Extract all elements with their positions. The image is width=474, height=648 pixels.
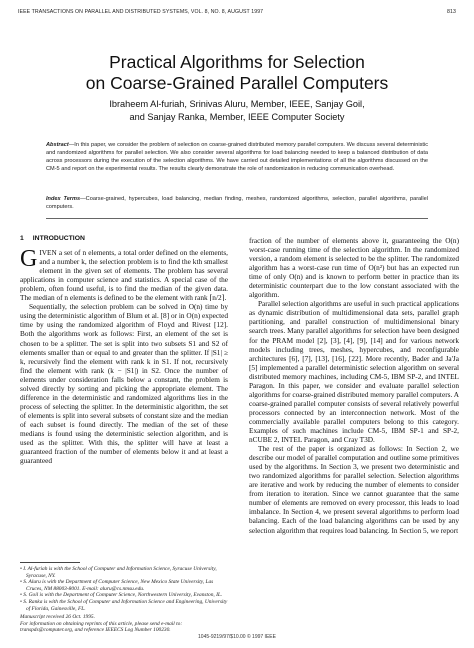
footnote-affiliation-1: • I. Al-furiah is with the School of Computer and Information Science, Syracuse University, Syracuse, NY. [20,566,217,579]
authors-line-2: and Sanjay Ranka, Member, IEEE Computer Society [129,111,345,122]
title-line-2: on Coarse-Grained Parallel Computers [85,73,389,93]
abstract [46,141,428,173]
journal-header: IEEE TRANSACTIONS ON PARALLEL AND DISTRIBUTED SYSTEMS, VOL. 8, NO. 8, AUGUST 1997 [18,9,264,15]
author-list [0,98,474,123]
drop-cap: G [20,246,38,273]
section-number: 1 [20,235,24,242]
footnote-affiliation-2: • S. Aluru is with the Department of Computer Science, New Mexico State University, Las Cruces, NM 88003-8001. E-mail: aluru@cs.nmsu.edu. [20,579,214,592]
section-title: INTRODUCTION [32,235,85,242]
page-number: 813 [447,9,456,15]
title-line-1: Practical Algorithms for Selection [109,52,365,72]
abstract-text: —In this paper, we consider the problem of selection on coarse-grained distributed memory parallel computers. We discuss several deterministic and randomized algorithms for parallel selection. We also consider several algorithms for load balancing needed to keep a balanced distribution of data across processors during the execution of the selection algorithms. We have carried out detailed implementations of all the algorithms discussed on the CM-5 and report on the experimental results. The results clearly demonstrate the role of randomization in reducing communication overhead. [46,142,428,173]
manuscript-note: Manuscript received 26 Oct. 1995. [20,614,95,621]
index-terms-text: —Coarse-grained, hypercubes, load balancing, median finding, meshes, randomized algorithms, selection, parallel algorithms, parallel computers. [46,196,429,211]
index-terms [46,195,428,211]
right-paragraph-3: The rest of the paper is organized as follows: In Section 2, we describe our model of parallel computation and outline some primitives used by the algorithms. In Section 3, we present two deterministic and two randomized algorithms for parallel selection. Selection algorithms are iterative and work by reducing the number of elements to consider from iteration to iteration. Since we cannot guarantee that the same number of elements are removed on every processor, this leads to load imbalance. In Section 4, we present several algorithms to perform load balancing. Each of the load balancing algorithms can be used by any selection algorithm that requires load balancing. In Section 5, we report [249,444,459,535]
intro-paragraph-1-text: IVEN a set of n elements, a total order defined on the elements, and a number k, the selection problem is to find the kth smallest element in the given set of elements. The problem has several applications in computer science and statistics. A special case of the problem, often found useful, is to find the median of the given data. The median of n elements is defined to be the element with rank ⌈n/2⌉. [20,248,228,303]
running-header [18,9,456,15]
footnote-rule [20,562,80,563]
authors-line-1: Ibraheem Al-furiah, Srinivas Aluru, Member, IEEE, Sanjay Goil, [109,99,365,109]
intro-paragraph-1 [20,248,228,302]
right-paragraph-2: Parallel selection algorithms are useful in such practical applications as dynamic distribution of multidimensional data sets, parallel graph partitioning, and parallel construction of multidimensional binary search trees. Many parallel algorithms for selection have been designed for the PRAM model [2], [3], [4], [9], [14] and for various network models including trees, meshes, hypercubes, and reconfigurable architectures [6], [7], [13], [16], [22]. More recently, Bader and Ja'Ja [5] implemented a parallel deterministic selection algorithm on several distributed memory machines, including CM-5, IBM SP-2, and INTEL Paragon. In this paper, we consider and evaluate parallel selection algorithms for coarse-grained distributed memory parallel computers. A coarse-grained parallel computer consists of several relatively powerful processors connected by an interconnection network. Most of the commercially available parallel computers belong to this category. Examples of such machines include CM-5, IBM SP-1 and SP-2, nCUBE 2, INTEL Paragon, and Cray T3D. [249,299,459,445]
paper-title [0,52,474,94]
reprints-note: For information on obtaining reprints of this article, please send e-mail to: transpds@computer.org, and reference IEEECS Log Number 100230. [20,620,183,634]
intro-paragraph-2: Sequentially, the selection problem can be solved in O(n) time by using the deterministic algorithm of Blum et al. [8] or in O(n) expected time by using the randomized algorithm of Floyd and Rivest [12]. Both the algorithms work as follows: First, an element of the set is chosen to be a splitter. The set is split into two subsets S1 and S2 of elements smaller than or equal to and greater than the splitter. If |S1| ≥ k, recursively find the element with rank k in S1. If not, recursively find the element with rank (k − |S1|) in S2. Once the number of elements under consideration falls below a constant, the problem is solved directly by sorting and picking the appropriate element. The difference in the deterministic and randomized algorithms lies in the process of selecting the splitter. In the deterministic algorithm, the set of elements is split into several subsets of constant size and the median of each subset is found directly. The median of the set of these medians is found using the deterministic selection algorithm, and is used as the splitter. With this, the splitter will have at least a guaranteed fraction of the number of elements below it and at least a guaranteed [20,302,228,466]
right-column [249,236,459,535]
index-terms-label: Index Terms [46,196,81,202]
copyright-footer: 1045-9219/97/$10.00 © 1997 IEEE [198,634,276,640]
footnote-affiliation-4: • S. Ranka is with the School of Computer and Information Science and Engineering, University of Florida, Gainesville, FL. [20,598,228,612]
footnote-affiliation-3: • S. Goil is with the Department of Computer Science, Northwestern University, Evanston, IL. [20,592,223,599]
abstract-label: Abstract [46,142,69,148]
abstract-divider [46,218,428,219]
left-column [20,234,228,465]
right-paragraph-1: fraction of the number of elements above it, guaranteeing the O(n) worst-case running time of the selection algorithm. In the randomized version, a random element is selected to be the splitter. The randomized algorithm has a worst-case run time of O(n²) but has an expected run time of only O(n) and is known to perform better in practice than its deterministic counterpart due to the low constant associated with the algorithm. [249,236,459,300]
section-heading [20,234,228,243]
footnotes [20,562,228,634]
